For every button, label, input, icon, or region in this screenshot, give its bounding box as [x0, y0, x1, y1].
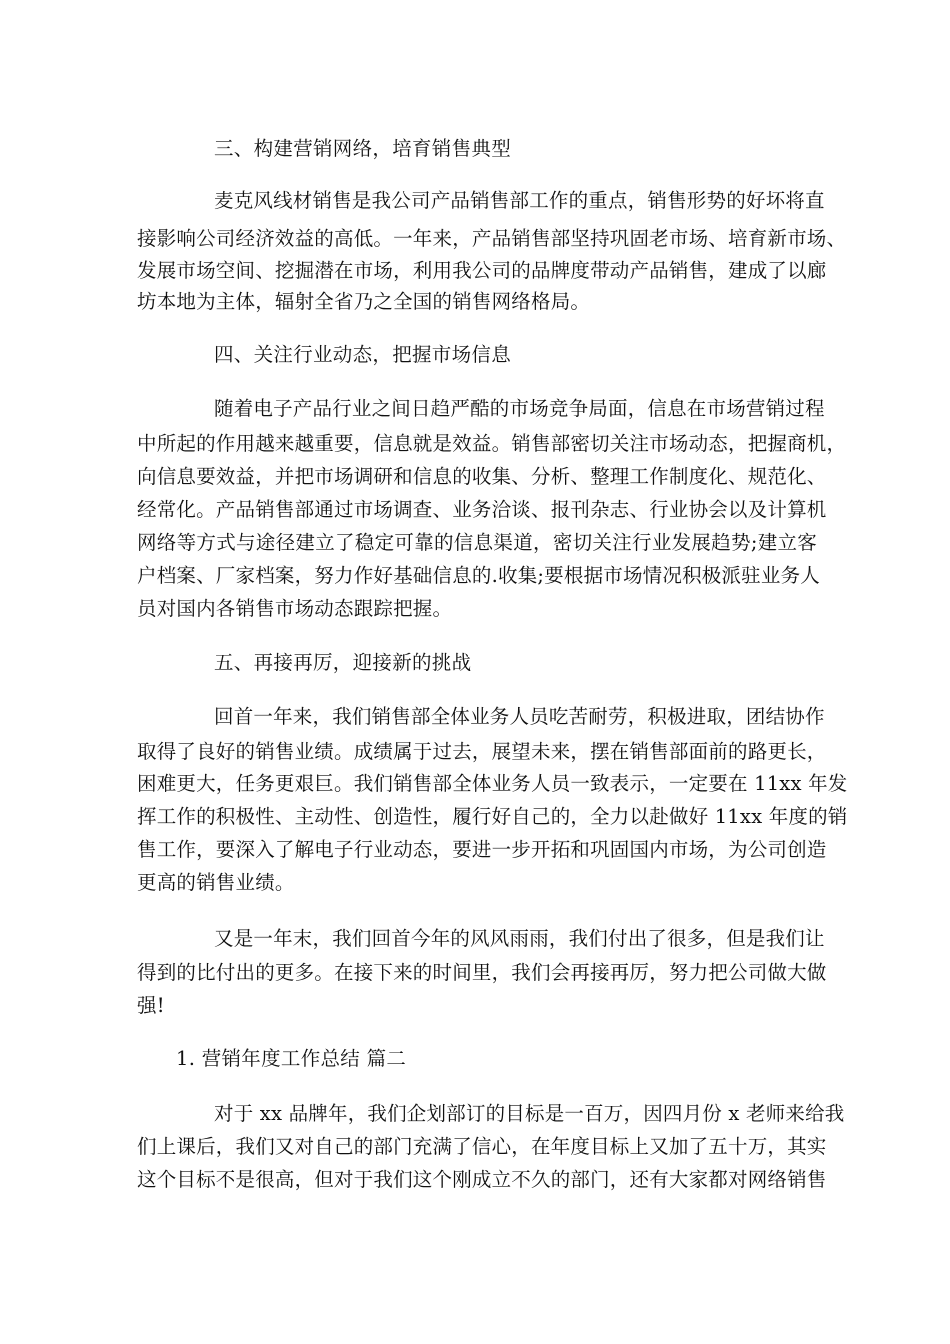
paragraph-line: 中所起的作用越来越重要，信息就是效益。销售部密切关注市场动态，把握商机，: [137, 432, 847, 455]
paragraph-line: 挥工作的积极性、主动性、创造性，履行好自己的，全力以赴做好 11xx 年度的销: [137, 805, 848, 828]
section-heading-5: 五、再接再厉，迎接新的挑战: [214, 651, 472, 674]
paragraph-line: 随着电子产品行业之间日趋严酷的市场竞争局面，信息在市场营销过程: [214, 397, 825, 420]
paragraph-line: 经常化。产品销售部通过市场调查、业务洽谈、报刊杂志、行业协会以及计算机: [137, 498, 827, 521]
paragraph-line: 强!: [137, 994, 165, 1017]
paragraph-line: 网络等方式与途径建立了稳定可靠的信息渠道，密切关注行业发展趋势;建立客: [137, 531, 817, 554]
paragraph-line: 困难更大，任务更艰巨。我们销售部全体业务人员一致表示，一定要在 11xx 年发: [137, 772, 848, 795]
paragraph-line: 售工作，要深入了解电子行业动态，要进一步开拓和巩固国内市场，为公司创造: [137, 838, 827, 861]
paragraph-line: 向信息要效益，并把市场调研和信息的收集、分析、整理工作制度化、规范化、: [137, 465, 827, 488]
paragraph-line: 坊本地为主体，辐射全省乃之全国的销售网络格局。: [137, 290, 591, 313]
paragraph-line: 麦克风线材销售是我公司产品销售部工作的重点，销售形势的好坏将直: [214, 189, 825, 212]
paragraph-line: 又是一年末，我们回首今年的风风雨雨，我们付出了很多，但是我们让: [214, 927, 825, 950]
paragraph-line: 这个目标不是很高，但对于我们这个刚成立不久的部门，还有大家都对网络销售: [137, 1168, 827, 1191]
paragraph-line: 们上课后，我们又对自己的部门充满了信心，在年度目标上又加了五十万，其实: [137, 1135, 827, 1158]
paragraph-line: 发展市场空间、挖掘潜在市场，利用我公司的品牌度带动产品销售，建成了以廊: [137, 259, 827, 282]
section-heading-3: 三、构建营销网络，培育销售典型: [214, 137, 512, 160]
section-heading-4: 四、关注行业动态，把握市场信息: [214, 343, 512, 366]
paragraph-line: 接影响公司经济效益的高低。一年来，产品销售部坚持巩固老市场、培育新市场、: [137, 227, 847, 250]
paragraph-line: 对于 xx 品牌年，我们企划部订的目标是一百万，因四月份 x 老师来给我: [214, 1102, 845, 1125]
paragraph-line: 取得了良好的销售业绩。成绩属于过去，展望未来，摆在销售部面前的路更长，: [137, 740, 827, 763]
paragraph-line: 回首一年来，我们销售部全体业务人员吃苦耐劳，积极进取，团结协作: [214, 705, 825, 728]
paragraph-line: 得到的比付出的更多。在接下来的时间里，我们会再接再厉，努力把公司做大做: [137, 961, 827, 984]
paragraph-line: 员对国内各销售市场动态跟踪把握。: [137, 597, 453, 620]
part-heading: 1. 营销年度工作总结 篇二: [176, 1047, 407, 1070]
paragraph-line: 户档案、厂家档案，努力作好基础信息的.收集;要根据市场情况积极派驻业务人: [137, 564, 820, 587]
paragraph-line: 更高的销售业绩。: [137, 871, 295, 894]
